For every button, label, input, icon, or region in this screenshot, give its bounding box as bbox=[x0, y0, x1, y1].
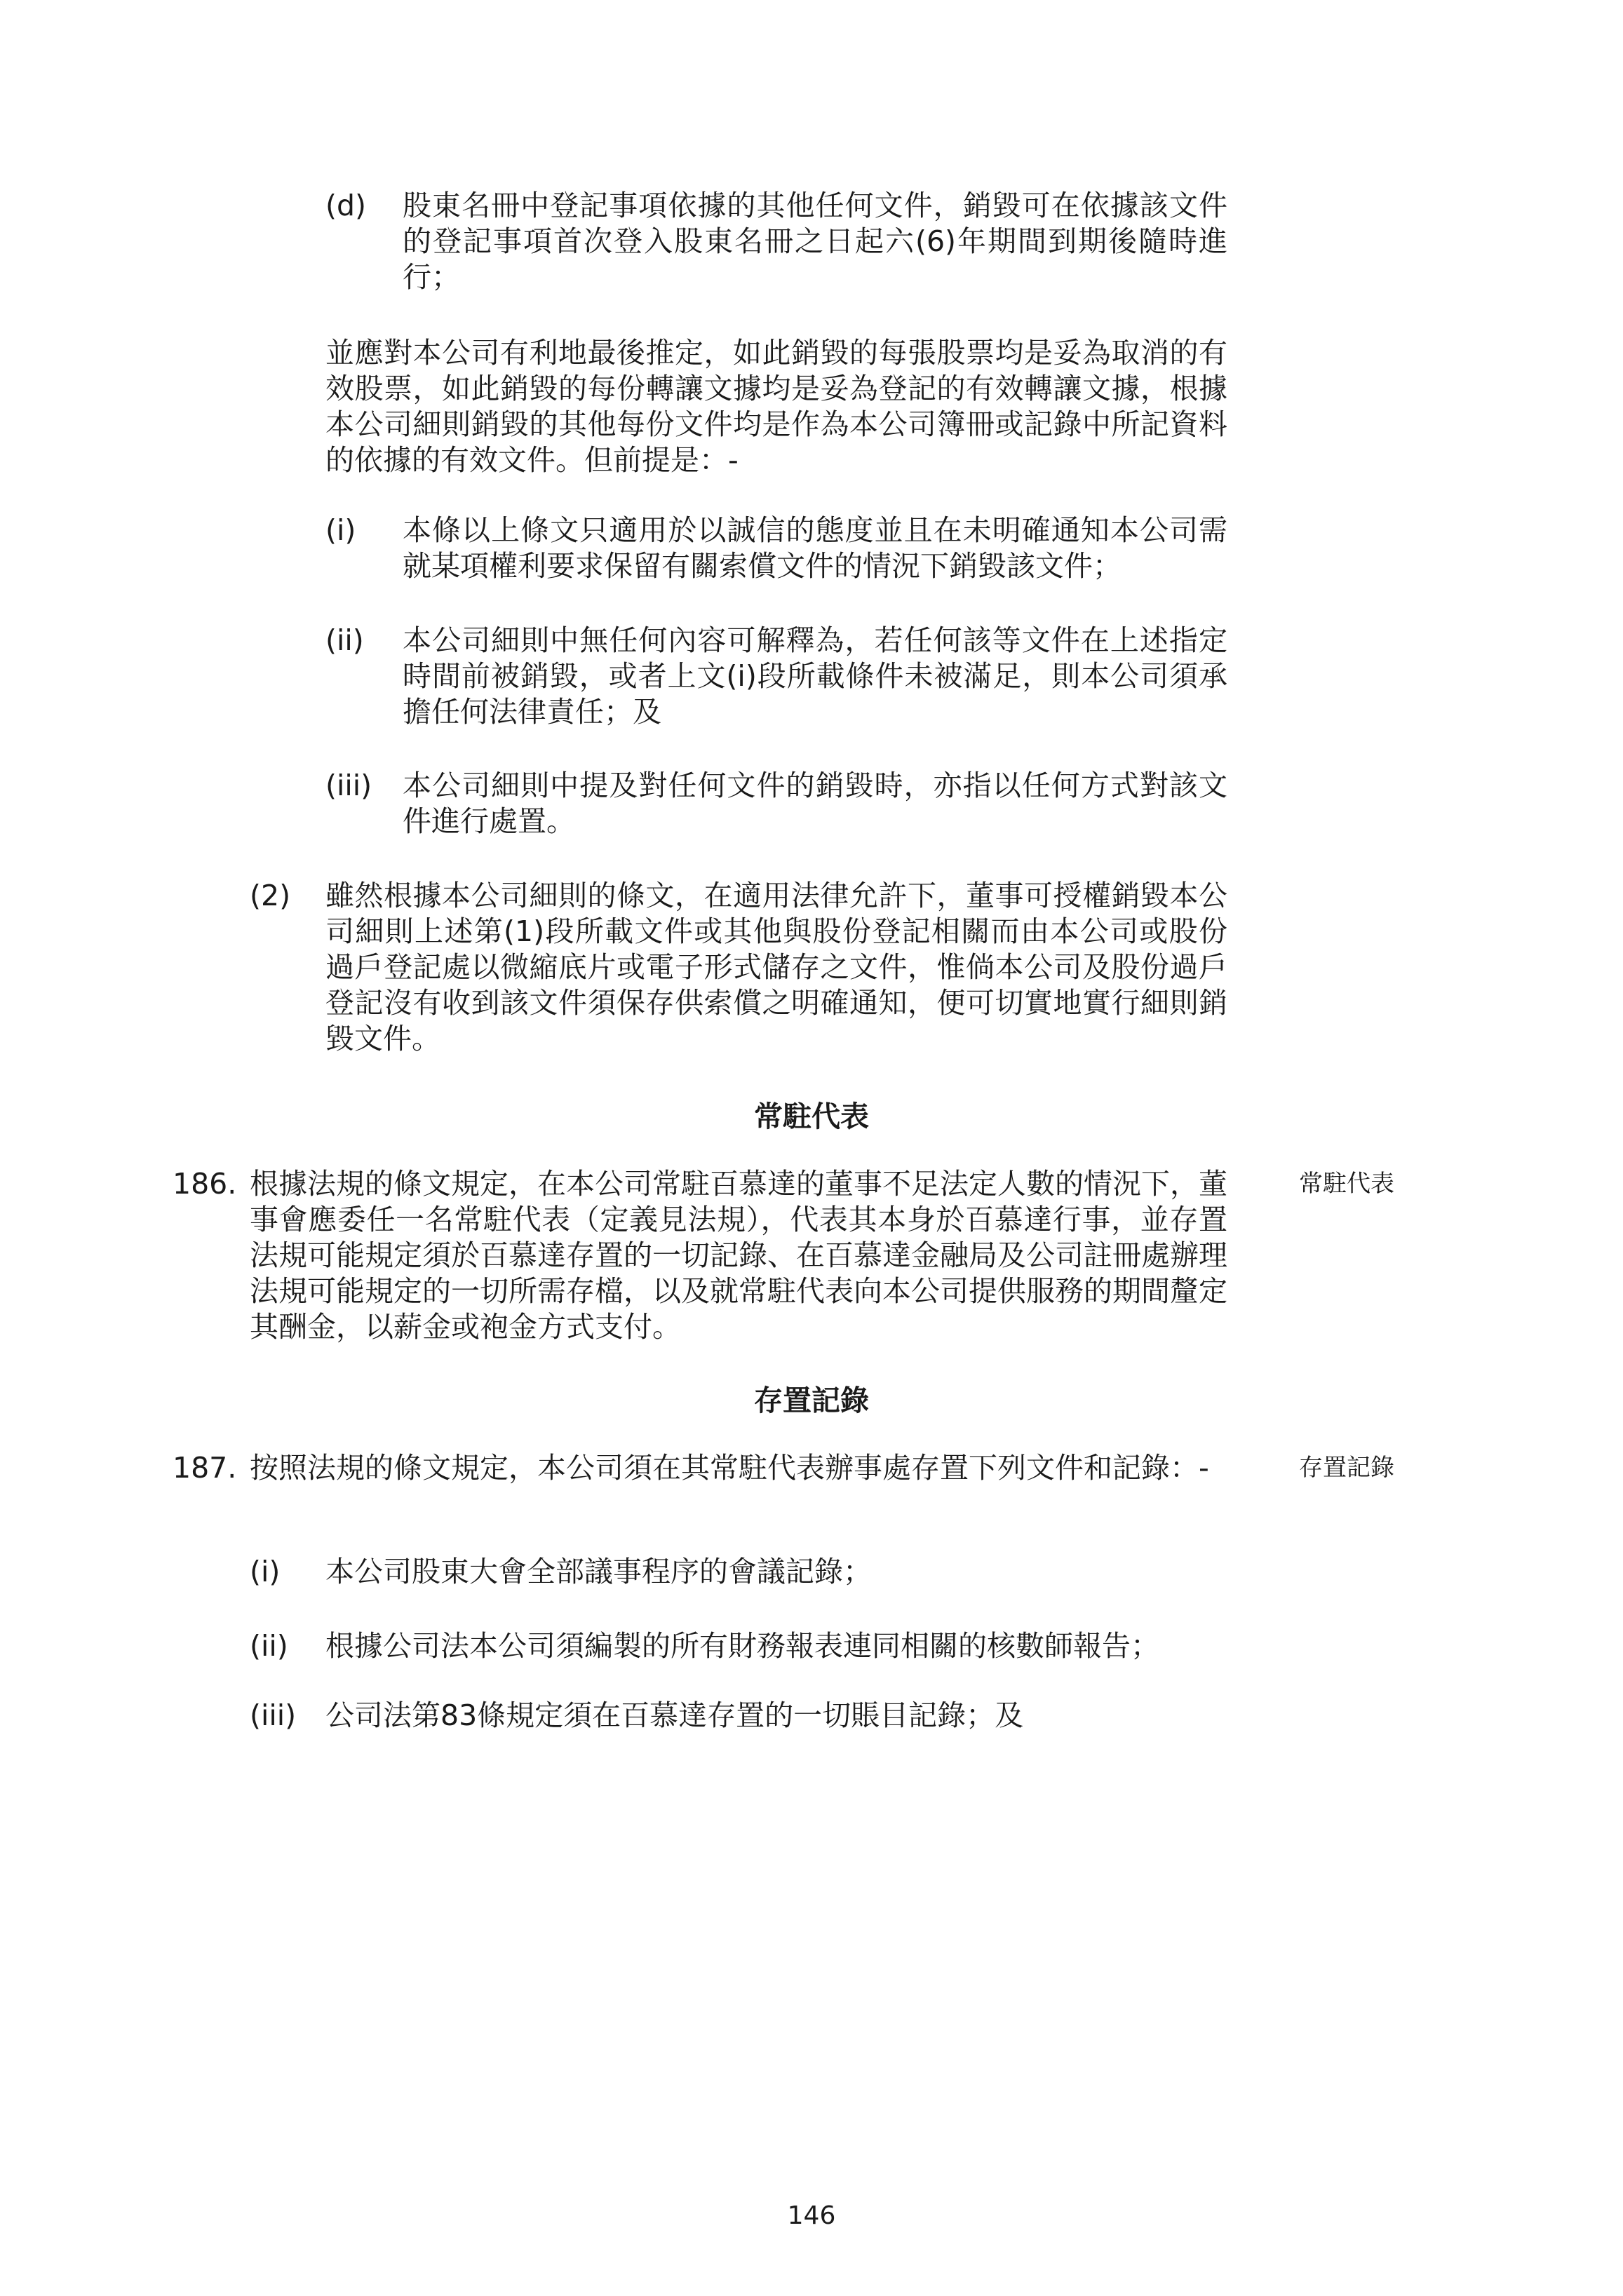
page-number: 146 bbox=[787, 2201, 836, 2230]
proviso-item-i-text: 本條以上條文只適用於以誠信的態度並且在未明確通知本公司需就某項權利要求保留有關索償文件的情況下銷毀該文件； bbox=[403, 513, 1227, 583]
proviso-item-iii-text: 本公司細則中提及對任何文件的銷毀時，亦指以任何方式對該文件進行處置。 bbox=[403, 769, 1227, 838]
sub-paragraph-2-text: 雖然根據本公司細則的條文，在適用法律允許下，董事可授權銷毀本公司細則上述第(1)段所載文件或其他與股份登記相關而由本公司或股份過戶登記處以微縮底片或電子形式儲存之文件，惟倘本公司及股份過戶登記沒有收到該文件須保存供索償之明確通知，便可切實地實行細則銷毀文件。 bbox=[325, 879, 1227, 1055]
article-187-margin-note: 存置記錄 bbox=[1299, 1454, 1394, 1482]
records-item-i-label: (i) bbox=[250, 1555, 281, 1588]
records-item-i-text: 本公司股東大會全部議事程序的會議記錄； bbox=[325, 1555, 872, 1588]
records-item-iii-text: 公司法第83條規定須在百慕達存置的一切賬目記錄；及 bbox=[325, 1699, 1024, 1732]
article-186-number: 186. bbox=[173, 1167, 237, 1201]
proviso-item-ii-label: (ii) bbox=[325, 623, 364, 657]
heading-keeping-records: 存置記錄 bbox=[754, 1384, 869, 1417]
records-item-ii-text: 根據公司法本公司須編製的所有財務報表連同相關的核數師報告； bbox=[325, 1629, 1159, 1663]
proviso-item-ii-text: 本公司細則中無任何內容可解釋為，若任何該等文件在上述指定時間前被銷毀，或者上文(i)段所載條件未被滿足，則本公司須承擔任何法律責任；及 bbox=[403, 623, 1227, 729]
heading-resident-representative: 常駐代表 bbox=[754, 1100, 869, 1133]
sub-paragraph-2-label: (2) bbox=[250, 879, 291, 912]
article-187-number: 187. bbox=[173, 1451, 237, 1485]
article-187-text: 按照法規的條文規定，本公司須在其常駐代表辦事處存置下列文件和記錄：- bbox=[250, 1451, 1209, 1485]
article-186-text: 根據法規的條文規定，在本公司常駐百慕達的董事不足法定人數的情況下，董事會應委任一名常駐代表（定義見法規），代表其本身於百慕達行事，並存置法規可能規定須於百慕達存置的一切記錄、在百慕達金融局及公司註冊處辦理法規可能規定的一切所需存檔，以及就常駐代表向本公司提供服務的期間釐定其酬金，以薪金或袍金方式支付。 bbox=[250, 1167, 1227, 1344]
article-186-margin-note: 常駐代表 bbox=[1299, 1170, 1394, 1198]
presumption-paragraph: 並應對本公司有利地最後推定，如此銷毀的每張股票均是妥為取消的有效股票，如此銷毀的每份轉讓文據均是妥為登記的有效轉讓文據，根據本公司細則銷毀的其他每份文件均是作為本公司簿冊或記錄中所記資料的依據的有效文件。但前提是：- bbox=[325, 336, 1227, 477]
records-item-iii-label: (iii) bbox=[250, 1699, 297, 1732]
proviso-item-iii-label: (iii) bbox=[325, 769, 372, 802]
proviso-item-i-label: (i) bbox=[325, 513, 356, 547]
clause-d-label: (d) bbox=[325, 189, 367, 222]
records-item-ii-label: (ii) bbox=[250, 1629, 288, 1663]
clause-d-text: 股東名冊中登記事項依據的其他任何文件，銷毀可在依據該文件的登記事項首次登入股東名冊之日起六(6)年期間到期後隨時進行； bbox=[403, 189, 1227, 294]
